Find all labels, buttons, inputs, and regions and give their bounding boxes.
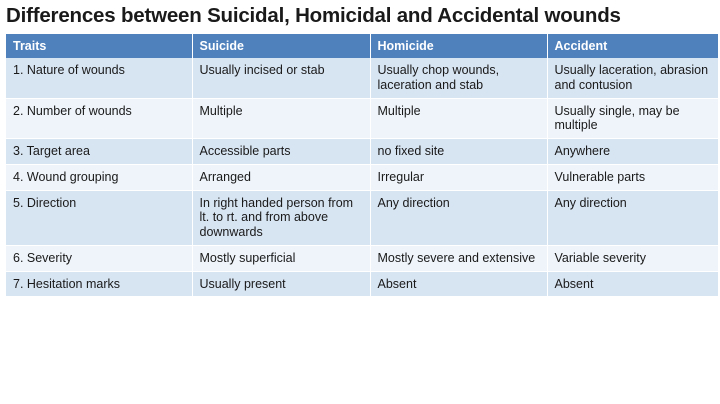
cell-suicide: Accessible parts xyxy=(192,139,370,165)
cell-accident: Usually laceration, abrasion and contusion xyxy=(547,58,718,98)
cell-trait: 7. Hesitation marks xyxy=(6,271,192,297)
table-row xyxy=(6,245,718,271)
column-header-homicide: Homicide xyxy=(370,34,547,58)
cell-accident: Absent xyxy=(547,271,718,297)
table-row xyxy=(6,271,718,297)
table-row xyxy=(6,58,718,98)
cell-homicide: Absent xyxy=(370,271,547,297)
cell-accident: Vulnerable parts xyxy=(547,164,718,190)
table-row xyxy=(6,98,718,139)
cell-homicide: Mostly severe and extensive xyxy=(370,245,547,271)
cell-suicide: Arranged xyxy=(192,164,370,190)
cell-suicide: Usually present xyxy=(192,271,370,297)
cell-accident: Usually single, may be multiple xyxy=(547,98,718,139)
table-row xyxy=(6,164,718,190)
cell-suicide: Multiple xyxy=(192,98,370,139)
cell-homicide: Any direction xyxy=(370,190,547,245)
cell-suicide: Usually incised or stab xyxy=(192,58,370,98)
column-header-accident: Accident xyxy=(547,34,718,58)
cell-trait: 5. Direction xyxy=(6,190,192,245)
cell-trait: 4. Wound grouping xyxy=(6,164,192,190)
comparison-table xyxy=(6,34,718,297)
table-row xyxy=(6,190,718,245)
cell-accident: Variable severity xyxy=(547,245,718,271)
table-header-row xyxy=(6,34,718,58)
table-row xyxy=(6,139,718,165)
column-header-traits: Traits xyxy=(6,34,192,58)
cell-trait: 1. Nature of wounds xyxy=(6,58,192,98)
page-title: Differences between Suicidal, Homicidal and Accidental wounds xyxy=(6,4,621,27)
cell-trait: 6. Severity xyxy=(6,245,192,271)
cell-trait: 2. Number of wounds xyxy=(6,98,192,139)
cell-homicide: Multiple xyxy=(370,98,547,139)
cell-homicide: no fixed site xyxy=(370,139,547,165)
cell-suicide: In right handed person from lt. to rt. and from above downwards xyxy=(192,190,370,245)
cell-suicide: Mostly superficial xyxy=(192,245,370,271)
cell-trait: 3. Target area xyxy=(6,139,192,165)
cell-homicide: Irregular xyxy=(370,164,547,190)
cell-accident: Anywhere xyxy=(547,139,718,165)
cell-accident: Any direction xyxy=(547,190,718,245)
cell-homicide: Usually chop wounds, laceration and stab xyxy=(370,58,547,98)
column-header-suicide: Suicide xyxy=(192,34,370,58)
